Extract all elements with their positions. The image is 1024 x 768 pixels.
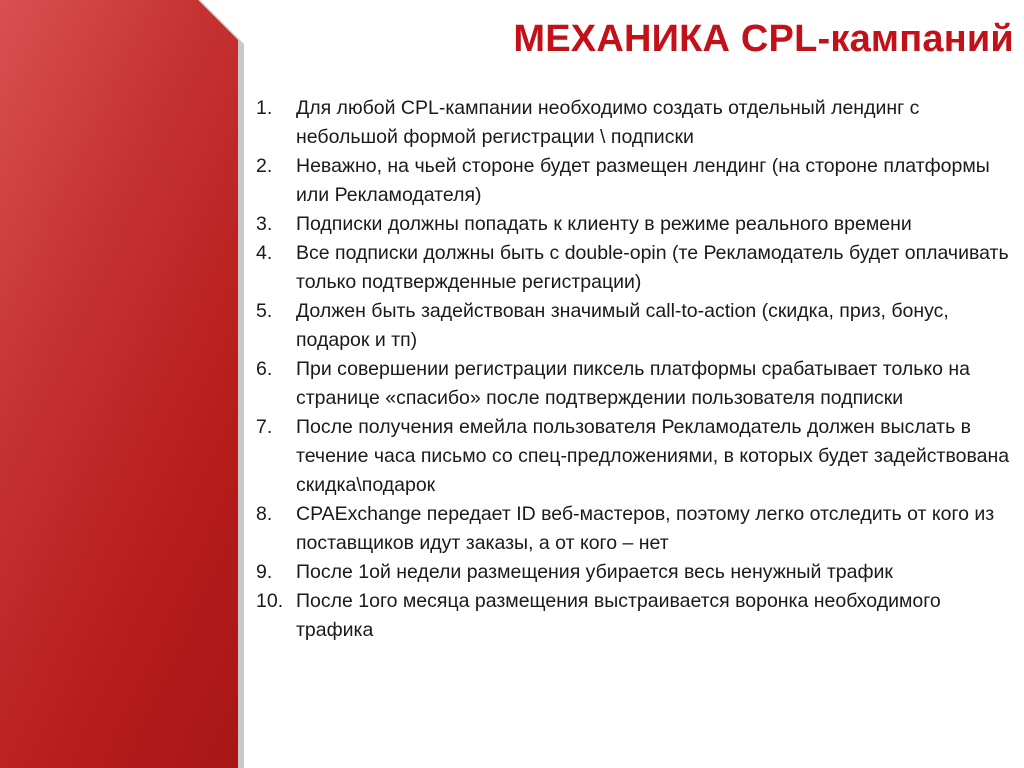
list-item-number: 8. [256,503,273,525]
list-item-number: 7. [256,416,273,438]
list-item-text: CPAExchange передает ID веб-мастеров, поэтому легко отследить от кого из поставщиков идут заказы, а от кого – нет [296,503,995,554]
list-item [256,500,1016,558]
list-item-text: При совершении регистрации пиксель платформы срабатывает только на странице «спасибо» после подтверждении пользователя подписки [296,358,971,409]
list-item-text: После 1ого месяца размещения выстраивается воронка необходимого трафика [296,590,941,641]
list-item-text: Подписки должны попадать к клиенту в режиме реального времени [296,213,912,235]
list-item-text: После 1ой недели размещения убирается весь ненужный трафик [296,561,893,583]
list-item-text: После получения емейла пользователя Рекламодатель должен выслать в течение часа письмо со спец-предложениями, в которых будет задействована скидка\подарок [296,416,1010,496]
list-item-number: 6. [256,358,273,380]
list-item-number: 1. [256,97,273,119]
list-item-number: 9. [256,561,273,583]
list-item [256,210,1016,239]
list-item [256,152,1016,210]
list-item-text: Все подписки должны быть с double-opin (те Рекламодатель будет оплачивать только подтвержденные регистрации) [296,242,1009,293]
list-item-number: 4. [256,242,273,264]
decorative-red-band [0,0,238,768]
list-item [256,413,1016,500]
list-item [256,355,1016,413]
list-item-text: Должен быть задействован значимый call-to-action (скидка, приз, бонус, подарок и тп) [296,300,949,351]
list-item-text: Неважно, на чьей стороне будет размещен лендинг (на стороне платформы или Рекламодателя) [296,155,990,206]
list-item [256,558,1016,587]
list-item-number: 5. [256,300,273,322]
list-item [256,94,1016,152]
numbered-list [256,94,1016,645]
list-item [256,587,1016,645]
list-item-number: 3. [256,213,273,235]
slide-title: МЕХАНИКА CPL-кампаний [513,18,1014,60]
list-item [256,297,1016,355]
list-item-number: 2. [256,155,273,177]
list-item [256,239,1016,297]
list-item-number: 10. [256,590,284,612]
list-item-text: Для любой CPL-кампании необходимо создать отдельный лендинг с небольшой формой регистрации \ подписки [296,97,920,148]
